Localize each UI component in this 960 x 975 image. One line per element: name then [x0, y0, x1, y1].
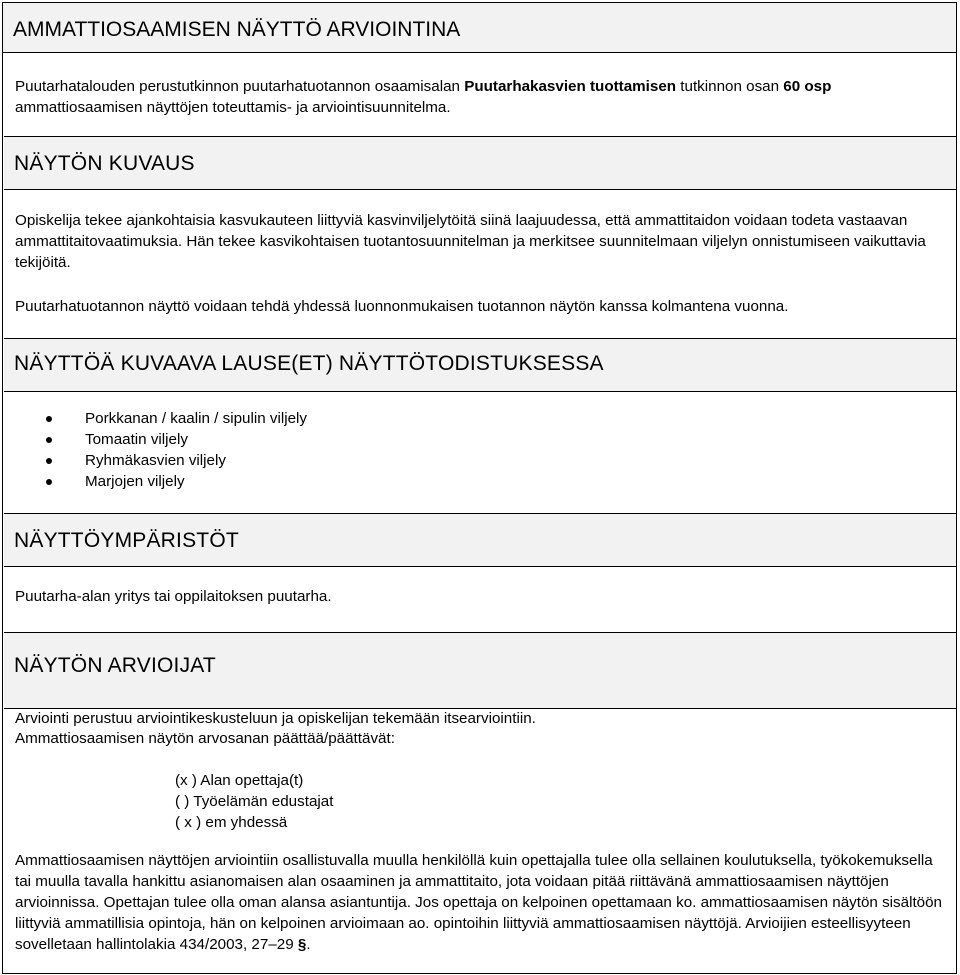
closing-end: 29 [276, 936, 298, 953]
intro-text-3: ammattiosaamisen näyttöjen toteuttamis- ja arviointisuunnitelma. [15, 99, 451, 116]
document-page [2, 2, 957, 972]
arvioijat-line-2: Ammattiosaamisen näytön arvosanan päättää/päättävät: [15, 730, 395, 747]
band-kuvaus [4, 136, 956, 190]
title-box [2, 2, 957, 53]
closing-period: . [306, 936, 311, 953]
band-ymparistot [4, 513, 956, 567]
band-arvioijat [4, 632, 956, 709]
evaluator-option-worklife: ( ) Työelämän edustajat [175, 793, 334, 810]
evaluator-option-teacher: (x ) Alan opettaja(t) [175, 772, 304, 789]
content-frame [2, 52, 957, 974]
list-item: Porkkanan / kaalin / sipulin viljely [43, 408, 307, 429]
intro-paragraph [15, 76, 950, 118]
intro-bold-unit: Puutarhakasvien tuottamisen [464, 78, 677, 95]
heading-arvioijat: NÄYTÖN ARVIOIJAT [14, 654, 216, 677]
kuvaus-paragraph-1: Opiskelija tekee ajankohtaisia kasvukauteen liittyviä kasvinviljelytöitä siinä laajuudessa, että ammattitaidon voidaan todeta vastaavan ammattitaitovaatimuksia. Hän tekee kasvikohtaisen tuotantosuunnitelman ja merkitsee suunnitelmaan viljelyn onnistumiseen vaikuttavia tekijöitä. [15, 212, 926, 271]
heading-kuvaus: NÄYTÖN KUVAUS [14, 152, 195, 175]
intro-text-1: Puutarhatalouden perustutkinnon puutarhatuotannon osaamisalan [15, 78, 465, 95]
lauseet-list [43, 408, 307, 492]
closing-text: Ammattiosaamisen näyttöjen arviointiin osallistuvalla muulla henkilöllä kuin opettajalla tulee olla sellainen koulutuksella, työkokemuksella tai muulla tavalla hankittu asianomaisen alan osaaminen ja ammattitaito, jota voidaan pitää riittävänä ammattiosaamisen näyttöjen arvioinnissa. Opettajan tulee olla oman alansa asiantuntija. Jos opettaja on kelpoinen opettamaan ko. ammattiosaamisen näytön sisältöön liittyviä ammatillisia opintoja, hän on kelpoinen arvioimaan ao. opintoihin liittyviä ammattiosaamisen näyttöjä. Arvioijien esteellisyyteen sovelletaan hallintolakia 434/2003, 27 [15, 852, 943, 953]
list-item: Marjojen viljely [43, 471, 307, 492]
kuvaus-paragraph-2: Puutarhatuotannon näyttö voidaan tehdä yhdessä luonnonmukaisen tuotannon näytön kanssa kolmantena vuonna. [15, 298, 789, 315]
evaluator-options [175, 770, 333, 833]
list-item: Ryhmäkasvien viljely [43, 450, 307, 471]
evaluator-option-together: ( x ) em yhdessä [175, 814, 288, 831]
document-title: AMMATTIOSAAMISEN NÄYTTÖ ARVIOINTINA [13, 18, 461, 41]
arvioijat-closing-paragraph [15, 850, 950, 955]
closing-dash: – [268, 936, 277, 953]
closing-section-sign: § [297, 936, 307, 953]
intro-text-2: tutkinnon osan [676, 78, 784, 95]
heading-lauseet: NÄYTTÖÄ KUVAAVA LAUSE(ET) NÄYTTÖTODISTUKSESSA [14, 352, 604, 375]
ymparistot-text: Puutarha-alan yritys tai oppilaitoksen puutarha. [15, 588, 332, 605]
heading-ymparistot: NÄYTTÖYMPÄRISTÖT [14, 529, 239, 552]
band-lauseet [4, 338, 956, 392]
intro-bold-credits: 60 osp [783, 78, 832, 95]
arvioijat-line-1: Arviointi perustuu arviointikeskusteluun ja opiskelijan tekemään itsearviointiin. [15, 710, 536, 727]
list-item: Tomaatin viljely [43, 429, 307, 450]
